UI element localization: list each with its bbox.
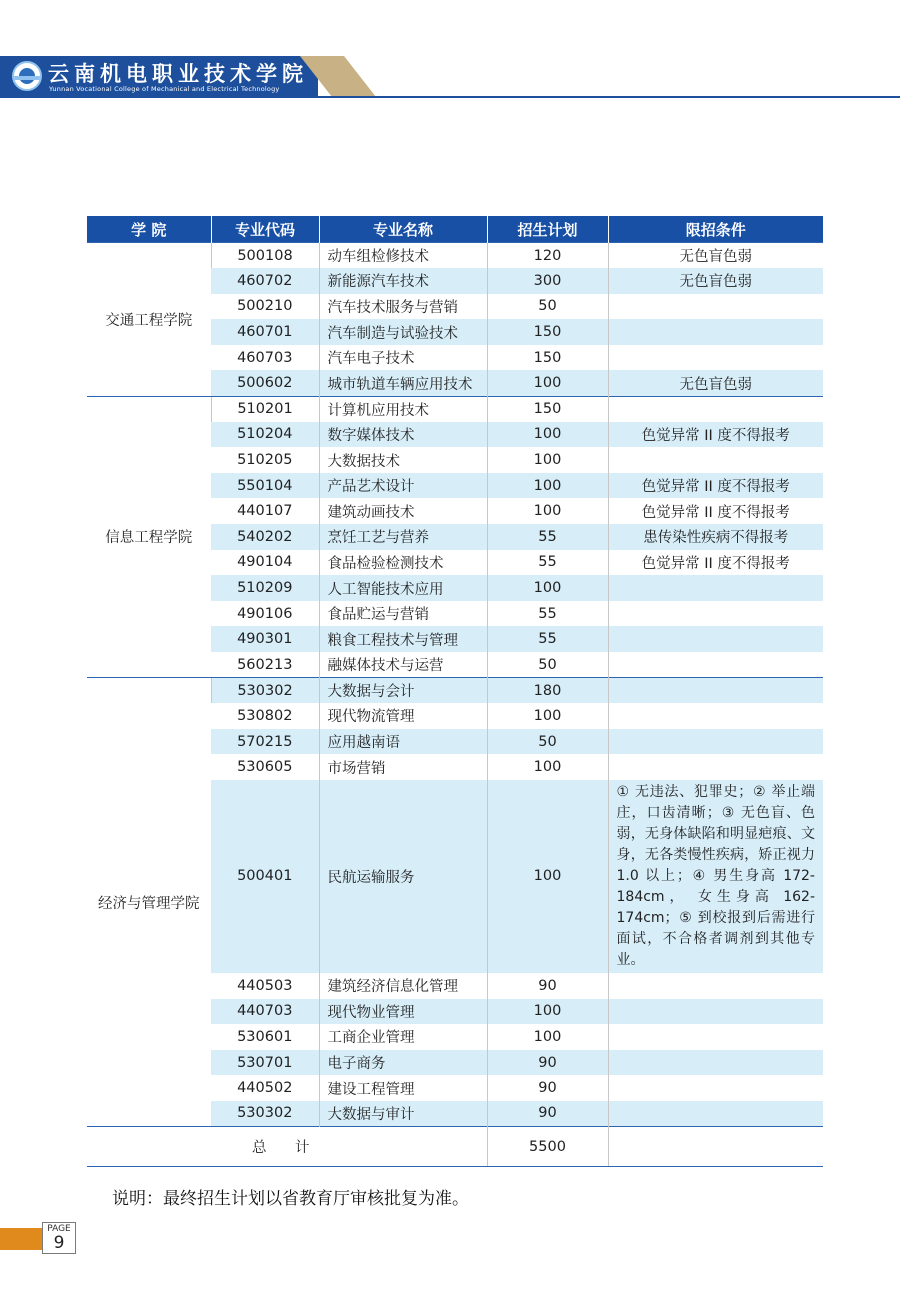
restriction-cell: 患传染性疾病不得报考: [608, 524, 823, 550]
enrollment-plan-cell: 90: [487, 973, 608, 999]
enrollment-plan-cell: 100: [487, 422, 608, 448]
enrollment-table: [87, 216, 823, 1167]
column-header-code: 专业代码: [211, 216, 319, 243]
major-code-cell: 510205: [211, 447, 319, 473]
table-row: [87, 243, 823, 269]
restriction-cell: [608, 601, 823, 627]
column-header-name: 专业名称: [319, 216, 487, 243]
major-name-cell: 城市轨道车辆应用技术: [319, 370, 487, 396]
enrollment-plan-cell: 100: [487, 754, 608, 780]
major-code-cell: 510209: [211, 575, 319, 601]
major-name-cell: 汽车技术服务与营销: [319, 294, 487, 320]
enrollment-plan-cell: 55: [487, 524, 608, 550]
college-cell: 信息工程学院: [87, 396, 211, 678]
restriction-cell: [608, 1075, 823, 1101]
enrollment-plan-cell: 100: [487, 447, 608, 473]
major-code-cell: 490106: [211, 601, 319, 627]
college-cell: 交通工程学院: [87, 243, 211, 397]
major-code-cell: 500210: [211, 294, 319, 320]
major-name-cell: 现代物流管理: [319, 703, 487, 729]
restriction-cell: [608, 973, 823, 999]
major-name-cell: 数字媒体技术: [319, 422, 487, 448]
major-code-cell: 460703: [211, 345, 319, 371]
major-name-cell: 动车组检修技术: [319, 243, 487, 269]
total-condition-cell: [608, 1127, 823, 1167]
major-code-cell: 440703: [211, 999, 319, 1025]
enrollment-plan-cell: 100: [487, 370, 608, 396]
page-number: 9: [53, 1233, 65, 1253]
restriction-cell: [608, 1101, 823, 1127]
major-name-cell: 融媒体技术与运营: [319, 652, 487, 678]
restriction-cell: [608, 652, 823, 678]
restriction-cell: [608, 294, 823, 320]
major-code-cell: 510204: [211, 422, 319, 448]
major-code-cell: 550104: [211, 473, 319, 499]
major-name-cell: 应用越南语: [319, 729, 487, 755]
enrollment-plan-cell: 100: [487, 575, 608, 601]
major-code-cell: 530302: [211, 678, 319, 704]
table-row: [87, 678, 823, 704]
table-header: [87, 216, 823, 243]
major-code-cell: 510201: [211, 396, 319, 422]
major-code-cell: 440503: [211, 973, 319, 999]
column-header-condition: 限招条件: [608, 216, 823, 243]
restriction-cell: 色觉异常 II 度不得报考: [608, 498, 823, 524]
major-code-cell: 540202: [211, 524, 319, 550]
restriction-cell: [608, 575, 823, 601]
restriction-cell: [608, 999, 823, 1025]
major-name-cell: 建筑经济信息化管理: [319, 973, 487, 999]
school-name-english: Yunnan Vocational College of Mechanical and Electrical Technology: [49, 85, 280, 93]
restriction-cell: [608, 1024, 823, 1050]
college-cell: 经济与管理学院: [87, 678, 211, 1127]
enrollment-plan-cell: 100: [487, 1024, 608, 1050]
restriction-cell: [608, 678, 823, 704]
major-name-cell: 市场营销: [319, 754, 487, 780]
restriction-cell: [608, 447, 823, 473]
major-name-cell: 烹饪工艺与营养: [319, 524, 487, 550]
column-header-plan: 招生计划: [487, 216, 608, 243]
enrollment-plan-cell: 55: [487, 601, 608, 627]
enrollment-plan-cell: 300: [487, 268, 608, 294]
restriction-cell: [608, 396, 823, 422]
major-name-cell: 大数据与会计: [319, 678, 487, 704]
banner-rule: [0, 96, 900, 98]
major-name-cell: 大数据与审计: [319, 1101, 487, 1127]
major-name-cell: 民航运输服务: [319, 780, 487, 973]
major-code-cell: 500602: [211, 370, 319, 396]
enrollment-plan-cell: 150: [487, 396, 608, 422]
major-name-cell: 新能源汽车技术: [319, 268, 487, 294]
restriction-cell: [608, 729, 823, 755]
total-value: 5500: [487, 1127, 608, 1167]
major-name-cell: 汽车制造与试验技术: [319, 319, 487, 345]
total-label: 总 计: [87, 1127, 487, 1167]
major-name-cell: 建筑动画技术: [319, 498, 487, 524]
restriction-cell: 无色盲色弱: [608, 268, 823, 294]
major-code-cell: 530601: [211, 1024, 319, 1050]
major-code-cell: 500108: [211, 243, 319, 269]
major-code-cell: 570215: [211, 729, 319, 755]
major-code-cell: 490301: [211, 626, 319, 652]
major-code-cell: 530701: [211, 1050, 319, 1076]
enrollment-plan-cell: 100: [487, 999, 608, 1025]
major-name-cell: 电子商务: [319, 1050, 487, 1076]
major-name-cell: 产品艺术设计: [319, 473, 487, 499]
restriction-cell: [608, 345, 823, 371]
major-code-cell: 490104: [211, 550, 319, 576]
restriction-cell: 色觉异常 II 度不得报考: [608, 550, 823, 576]
enrollment-plan-cell: 50: [487, 729, 608, 755]
enrollment-plan-cell: 50: [487, 294, 608, 320]
enrollment-plan-cell: 90: [487, 1101, 608, 1127]
restriction-cell: [608, 319, 823, 345]
major-code-cell: 440107: [211, 498, 319, 524]
restriction-cell: 无色盲色弱: [608, 370, 823, 396]
major-name-cell: 人工智能技术应用: [319, 575, 487, 601]
enrollment-plan-cell: 55: [487, 550, 608, 576]
major-code-cell: 530802: [211, 703, 319, 729]
page-number-badge: [42, 1222, 76, 1254]
footnote: 说明：最终招生计划以省教育厅审核批复为准。: [112, 1189, 469, 1209]
table-body: [87, 243, 823, 1167]
restriction-cell: [608, 754, 823, 780]
major-code-cell: 500401: [211, 780, 319, 973]
header-banner: [0, 56, 900, 100]
restriction-cell: ① 无违法、犯罪史；② 举止端庄，口齿清晰；③ 无色盲、色弱，无身体缺陷和明显疤痕、文身，无各类慢性疾病，矫正视力 1.0 以上；④ 男生身高 172-184cm， 女生身高 162-174cm；⑤ 到校报到后需进行面试，不合格者调剂到其他专业。: [608, 780, 823, 973]
major-name-cell: 汽车电子技术: [319, 345, 487, 371]
restriction-cell: 无色盲色弱: [608, 243, 823, 269]
enrollment-plan-cell: 90: [487, 1075, 608, 1101]
major-name-cell: 食品检验检测技术: [319, 550, 487, 576]
page-accent-bar: [0, 1228, 48, 1250]
enrollment-plan-cell: 100: [487, 498, 608, 524]
enrollment-plan-cell: 100: [487, 473, 608, 499]
major-code-cell: 460702: [211, 268, 319, 294]
major-code-cell: 560213: [211, 652, 319, 678]
major-code-cell: 440502: [211, 1075, 319, 1101]
enrollment-plan-cell: 90: [487, 1050, 608, 1076]
enrollment-plan-cell: 55: [487, 626, 608, 652]
enrollment-plan-cell: 100: [487, 703, 608, 729]
restriction-cell: 色觉异常 II 度不得报考: [608, 422, 823, 448]
enrollment-plan-cell: 150: [487, 319, 608, 345]
enrollment-plan-cell: 50: [487, 652, 608, 678]
restriction-cell: [608, 703, 823, 729]
major-name-cell: 食品贮运与营销: [319, 601, 487, 627]
enrollment-plan-cell: 100: [487, 780, 608, 973]
restriction-cell: [608, 626, 823, 652]
column-header-college: 学 院: [87, 216, 211, 243]
restriction-cell: 色觉异常 II 度不得报考: [608, 473, 823, 499]
major-code-cell: 460701: [211, 319, 319, 345]
enrollment-plan-cell: 180: [487, 678, 608, 704]
major-name-cell: 大数据技术: [319, 447, 487, 473]
table-row: [87, 396, 823, 422]
enrollment-plan-cell: 150: [487, 345, 608, 371]
restriction-cell: [608, 1050, 823, 1076]
total-row: [87, 1127, 823, 1167]
major-name-cell: 建设工程管理: [319, 1075, 487, 1101]
major-name-cell: 现代物业管理: [319, 999, 487, 1025]
page-label: PAGE: [47, 1224, 71, 1234]
enrollment-table-container: [87, 216, 823, 1167]
major-code-cell: 530605: [211, 754, 319, 780]
major-name-cell: 工商企业管理: [319, 1024, 487, 1050]
school-logo-icon: [12, 61, 42, 91]
major-code-cell: 530302: [211, 1101, 319, 1127]
major-name-cell: 计算机应用技术: [319, 396, 487, 422]
school-name: 云南机电职业技术学院: [48, 61, 308, 86]
enrollment-plan-cell: 120: [487, 243, 608, 269]
major-name-cell: 粮食工程技术与管理: [319, 626, 487, 652]
